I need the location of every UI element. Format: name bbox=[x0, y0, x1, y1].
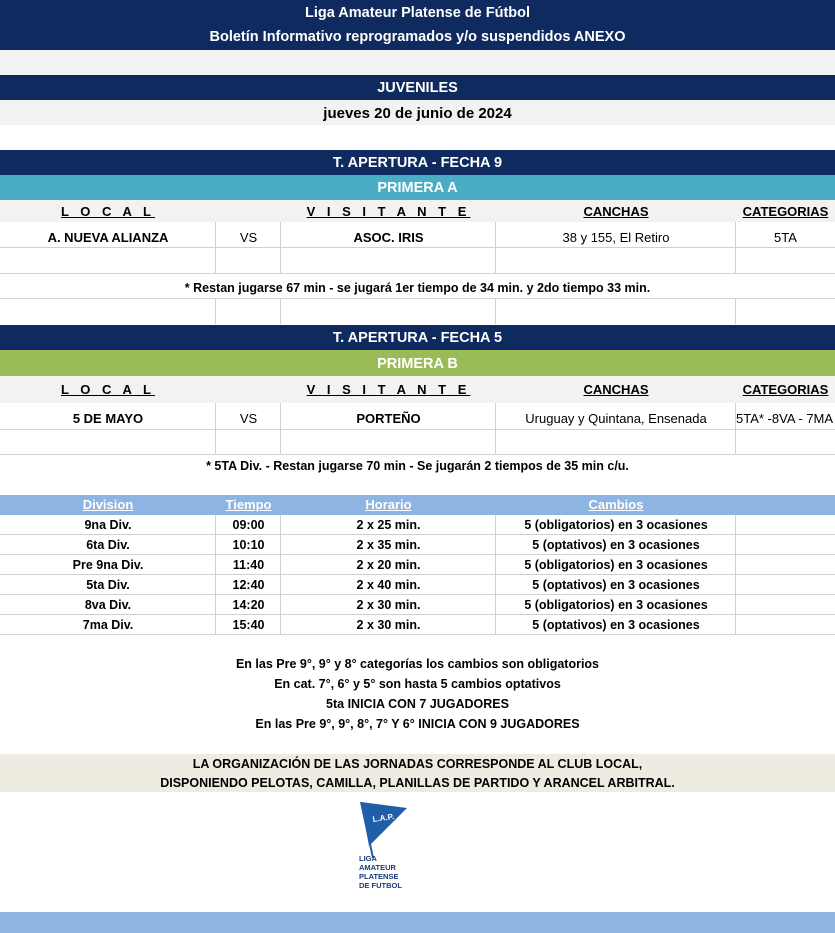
schedule-division: 5ta Div. bbox=[86, 578, 130, 592]
logo-line: LIGA bbox=[359, 854, 377, 863]
schedule-cambios: 5 (obligatorios) en 3 ocasiones bbox=[524, 598, 708, 612]
schedule-division: 7ma Div. bbox=[82, 618, 134, 632]
schedule-horario: 2 x 35 min. bbox=[356, 538, 421, 552]
division-a-label: PRIMERA A bbox=[377, 180, 458, 196]
match-field: Uruguay y Quintana, Ensenada bbox=[525, 410, 707, 426]
column-local: L O C A L bbox=[60, 382, 156, 397]
tournament-a-title bbox=[0, 150, 835, 175]
grid-line bbox=[0, 454, 835, 455]
schedule-tiempo: 11:40 bbox=[232, 558, 265, 572]
grid-line bbox=[0, 247, 835, 248]
match-category: 5TA* -8VA - 7MA bbox=[736, 410, 834, 426]
column-categorias: CATEGORIAS bbox=[742, 382, 829, 397]
bulletin-subtitle: Boletín Informativo reprogramados y/o suspendidos ANEXO bbox=[209, 29, 626, 45]
column-visitante: V I S I T A N T E bbox=[306, 203, 471, 219]
match-local-team: A. NUEVA ALIANZA bbox=[47, 229, 169, 245]
rule-line: 5ta INICIA CON 7 JUGADORES bbox=[326, 697, 509, 711]
schedule-cambios: 5 (optativos) en 3 ocasiones bbox=[532, 538, 700, 552]
table-row bbox=[0, 595, 835, 615]
schedule-header-division: Division bbox=[0, 495, 216, 515]
grid-line bbox=[495, 298, 496, 324]
bulletin-header bbox=[0, 0, 835, 50]
grid-line bbox=[0, 273, 835, 274]
organization-line: LA ORGANIZACIÓN DE LAS JORNADAS CORRESPONDE AL CLUB LOCAL, bbox=[192, 757, 643, 771]
schedule-tiempo: 12:40 bbox=[232, 578, 265, 592]
table-row bbox=[0, 515, 835, 535]
tournament-a-title-text: T. APERTURA - FECHA 9 bbox=[332, 155, 503, 171]
grid-line bbox=[215, 515, 216, 635]
section-date: jueves 20 de junio de 2024 bbox=[323, 105, 512, 122]
spacer-row bbox=[0, 50, 835, 75]
schedule-horario: 2 x 25 min. bbox=[356, 518, 421, 532]
schedule-tiempo: 15:40 bbox=[232, 618, 265, 632]
schedule-tiempo: 14:20 bbox=[232, 598, 265, 612]
grid-line bbox=[215, 298, 216, 324]
division-b-label: PRIMERA B bbox=[377, 356, 458, 372]
division-primera-a bbox=[0, 175, 835, 200]
match-category: 5TA bbox=[774, 229, 797, 245]
schedule-header-tiempo: Tiempo bbox=[216, 495, 281, 515]
empty-row bbox=[0, 252, 835, 274]
match-visiting-team: ASOC. IRIS bbox=[353, 229, 424, 245]
grid-line bbox=[0, 634, 835, 635]
grid-line bbox=[280, 515, 281, 635]
tournament-b-title bbox=[0, 325, 835, 350]
column-visitante: V I S I T A N T E bbox=[306, 382, 471, 397]
schedule-header-horario: Horario bbox=[281, 495, 496, 515]
grid-line bbox=[280, 298, 281, 324]
match-visiting-team: PORTEÑO bbox=[356, 410, 421, 426]
column-local: L O C A L bbox=[60, 203, 156, 219]
tournament-b-note: * 5TA Div. - Restan jugarse 70 min - Se jugarán 2 tiempos de 35 min c/u. bbox=[206, 459, 629, 473]
rule-line: En cat. 7°, 6° y 5° son hasta 5 cambios optativos bbox=[274, 677, 561, 691]
section-title bbox=[0, 75, 835, 100]
rule-line: En las Pre 9°, 9°, 8°, 7° Y 6° INICIA CON 9 JUGADORES bbox=[255, 717, 580, 731]
table-row bbox=[0, 555, 835, 575]
section-date-row bbox=[0, 100, 835, 125]
schedule-cambios: 5 (optativos) en 3 ocasiones bbox=[532, 578, 700, 592]
logo-line: AMATEUR bbox=[359, 863, 396, 872]
rule-line: En las Pre 9°, 9° y 8° categorías los cambios son obligatorios bbox=[235, 657, 600, 671]
empty-row bbox=[0, 433, 835, 455]
flag-icon bbox=[355, 800, 415, 860]
schedule-cambios: 5 (obligatorios) en 3 ocasiones bbox=[524, 518, 708, 532]
column-canchas: CANCHAS bbox=[583, 203, 649, 219]
column-categorias: CATEGORIAS bbox=[742, 203, 829, 219]
match-field: 38 y 155, El Retiro bbox=[562, 229, 670, 245]
schedule-division: 8va Div. bbox=[84, 598, 132, 612]
grid-line bbox=[735, 222, 736, 274]
grid-line bbox=[735, 298, 736, 324]
organization-box bbox=[0, 754, 835, 792]
schedule-horario: 2 x 20 min. bbox=[356, 558, 421, 572]
schedule-division: 6ta Div. bbox=[86, 538, 130, 552]
tournament-a-note: * Restan jugarse 67 min - se jugará 1er tiempo de 34 min. y 2do tiempo 33 min. bbox=[184, 281, 651, 295]
table-row bbox=[0, 615, 835, 635]
league-title: Liga Amateur Platense de Fútbol bbox=[304, 5, 531, 21]
tournament-b-title-text: T. APERTURA - FECHA 5 bbox=[332, 330, 503, 346]
column-canchas: CANCHAS bbox=[583, 382, 649, 397]
schedule-header-cambios: Cambios bbox=[496, 495, 736, 515]
tournament-b-column-header bbox=[0, 376, 835, 403]
league-logo bbox=[355, 800, 425, 905]
schedule-tiempo: 10:10 bbox=[232, 538, 265, 552]
grid-line bbox=[495, 222, 496, 274]
match-local-team: 5 DE MAYO bbox=[72, 410, 144, 426]
grid-line bbox=[280, 222, 281, 274]
grid-line bbox=[735, 515, 736, 635]
grid-line bbox=[215, 222, 216, 274]
table-row bbox=[0, 575, 835, 595]
schedule-tiempo: 09:00 bbox=[232, 518, 265, 532]
logo-line: DE FUTBOL bbox=[359, 881, 402, 890]
match-vs: VS bbox=[239, 229, 258, 245]
division-primera-b bbox=[0, 350, 835, 376]
schedule-division: 9na Div. bbox=[84, 518, 132, 532]
logo-flag-text: L.A.P. bbox=[372, 812, 395, 824]
schedule-division: Pre 9na Div. bbox=[72, 558, 144, 572]
logo-text bbox=[359, 854, 402, 890]
table-row bbox=[0, 535, 835, 555]
grid-line bbox=[0, 429, 835, 430]
grid-line bbox=[0, 298, 835, 299]
schedule-horario: 2 x 40 min. bbox=[356, 578, 421, 592]
logo-line: PLATENSE bbox=[359, 872, 399, 881]
organization-line: DISPONIENDO PELOTAS, CAMILLA, PLANILLAS DE PARTIDO Y ARANCEL ARBITRAL. bbox=[160, 776, 675, 790]
match-vs: VS bbox=[239, 410, 258, 426]
schedule-cambios: 5 (optativos) en 3 ocasiones bbox=[532, 618, 700, 632]
section-name: JUVENILES bbox=[377, 80, 458, 96]
grid-line bbox=[495, 515, 496, 635]
schedule-cambios: 5 (obligatorios) en 3 ocasiones bbox=[524, 558, 708, 572]
spacer-row bbox=[0, 125, 835, 150]
tournament-a-column-header bbox=[0, 200, 835, 222]
schedule-horario: 2 x 30 min. bbox=[356, 598, 421, 612]
footer-band bbox=[0, 912, 835, 933]
empty-row bbox=[0, 298, 835, 324]
schedule-horario: 2 x 30 min. bbox=[356, 618, 421, 632]
